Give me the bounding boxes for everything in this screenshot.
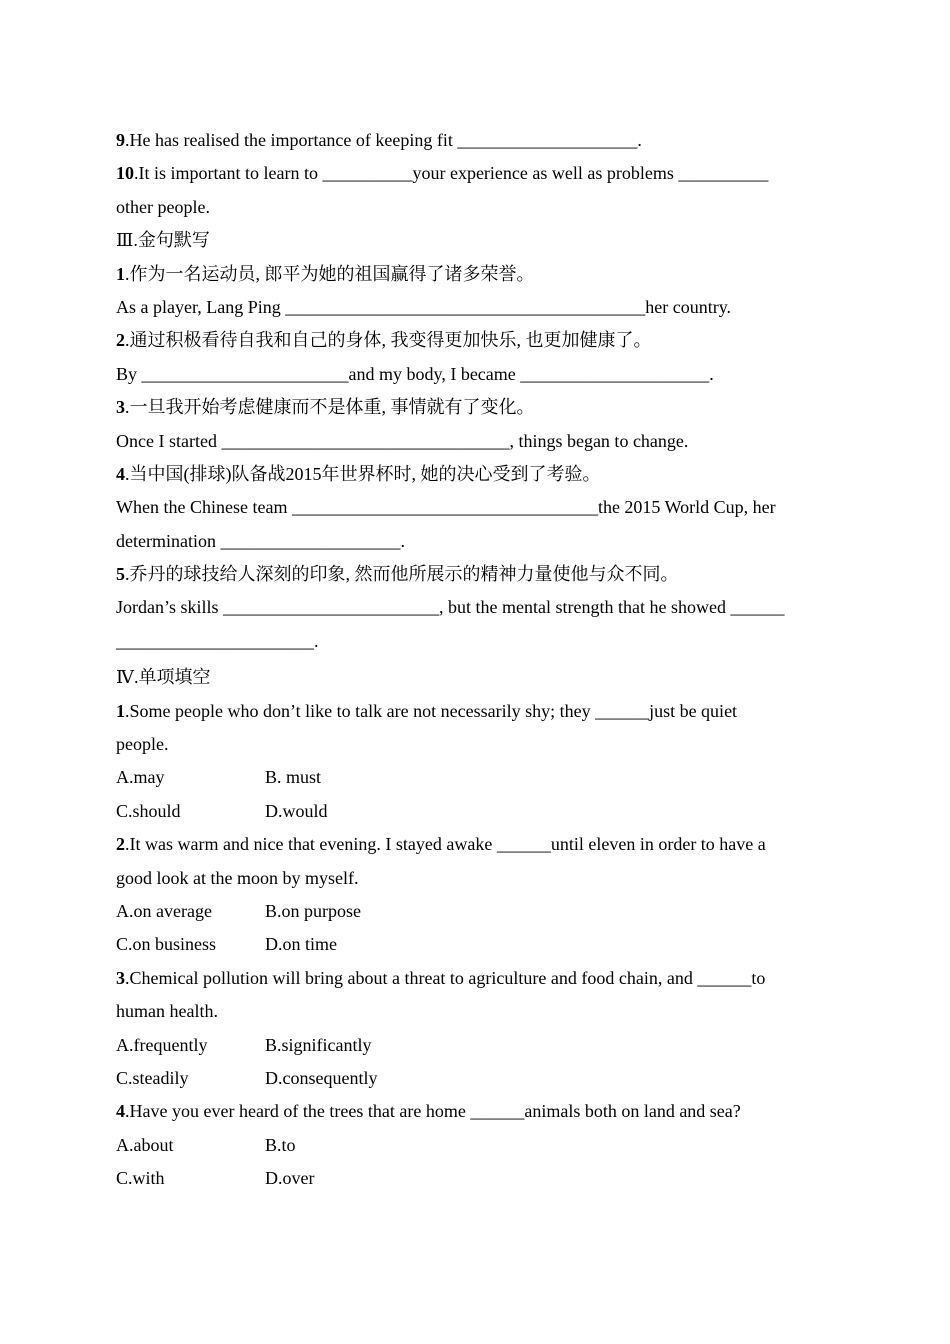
mcq-3-stem-continued: human health. — [116, 1001, 218, 1022]
sentence-3-chinese: 3.一旦我开始考虑健康而不是体重, 事情就有了变化。 — [116, 397, 535, 418]
mcq-1-stem: 1.Some people who don’t like to talk are not necessarily shy; they ______just be quiet — [116, 700, 738, 721]
sentence-4-english-continued: determination ____________________. — [116, 530, 405, 551]
option-d: D.over — [265, 1168, 315, 1189]
sentence-2-chinese: 2.通过积极看待自我和自己的身体, 我变得更加快乐, 也更加健康了。 — [116, 330, 652, 351]
option-c: C.with — [116, 1168, 165, 1189]
mcq-1-options-row — [116, 795, 836, 828]
option-a: A.may — [116, 767, 165, 788]
mcq-4-stem: 4.Have you ever heard of the trees that are home ______animals both on land and sea? — [116, 1101, 741, 1122]
mcq-2-options-row — [116, 928, 836, 961]
worksheet-content — [116, 124, 836, 1196]
question-9: 9.He has realised the importance of keeping fit ____________________. — [116, 130, 642, 150]
sentence-2-english: By _______________________and my body, I became _____________________. — [116, 363, 714, 384]
sentence-4-english: When the Chinese team __________________________________the 2015 World Cup, her — [116, 497, 776, 518]
option-b: B.to — [265, 1134, 296, 1155]
question-10-continued: other people. — [116, 196, 210, 217]
option-d: D.on time — [265, 934, 337, 955]
section-heading-iv: Ⅳ.单项填空 — [116, 667, 211, 688]
option-b: B.significantly — [265, 1034, 372, 1055]
sentence-5-chinese: 5.乔丹的球技给人深刻的印象, 然而他所展示的精神力量使他与众不同。 — [116, 564, 679, 585]
mcq-3-options-row — [116, 1029, 836, 1062]
option-c: C.on business — [116, 934, 217, 955]
mcq-2-stem-continued: good look at the moon by myself. — [116, 867, 359, 888]
mcq-4-options-row — [116, 1162, 836, 1195]
mcq-3-options-row — [116, 1062, 836, 1095]
option-c: C.should — [116, 800, 181, 821]
sentence-5-english-continued: ______________________. — [116, 630, 319, 651]
mcq-1-options-row — [116, 761, 836, 794]
mcq-1-stem-continued: people. — [116, 734, 169, 755]
option-d: D.consequently — [265, 1067, 378, 1088]
sentence-1-english: As a player, Lang Ping ________________________________________her country. — [116, 296, 732, 317]
section-heading-iii: Ⅲ.金句默写 — [116, 230, 210, 251]
option-a: A.on average — [116, 900, 212, 921]
question-10: 10.It is important to learn to __________your experience as well as problems __________ — [116, 163, 769, 184]
option-b: B. must — [265, 767, 322, 788]
option-d: D.would — [265, 800, 328, 821]
sentence-3-english: Once I started ________________________________, things began to change. — [116, 430, 689, 451]
option-a: A.about — [116, 1134, 174, 1155]
sentence-1-chinese: 1.作为一名运动员, 郎平为她的祖国赢得了诸多荣誉。 — [116, 263, 535, 284]
sentence-4-chinese: 4.当中国(排球)队备战2015年世界杯时, 她的决心受到了考验。 — [116, 463, 601, 484]
option-b: B.on purpose — [265, 900, 361, 921]
option-a: A.frequently — [116, 1034, 208, 1055]
sentence-5-english: Jordan’s skills ________________________, but the mental strength that he showed ______ — [116, 597, 785, 618]
mcq-4-options-row — [116, 1129, 836, 1162]
mcq-3-stem: 3.Chemical pollution will bring about a threat to agriculture and food chain, and ______to — [116, 967, 766, 988]
option-c: C.steadily — [116, 1067, 189, 1088]
mcq-2-stem: 2.It was warm and nice that evening. I stayed awake ______until eleven in order to have a — [116, 834, 766, 855]
mcq-2-options-row — [116, 895, 836, 928]
